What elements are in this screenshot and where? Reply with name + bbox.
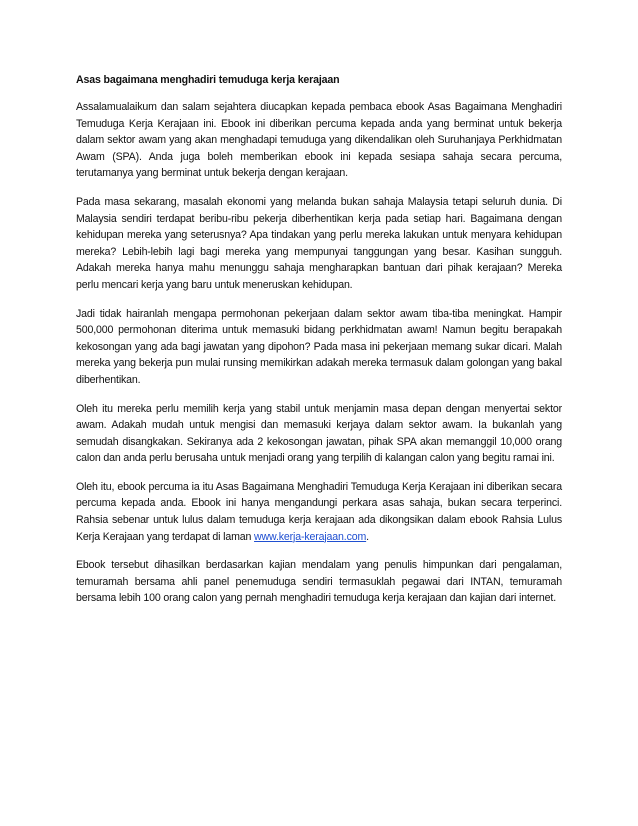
- paragraph-applications: Jadi tidak hairanlah mengapa permohonan pekerjaan dalam sektor awam tiba-tiba meningkat. Hampir 500,000 permohonan diterima untuk memasuki bidang perkhidmatan awam! Namun begitu berapakah kekosongan yang ada bagi jawatan yang dipohon? Pada masa ini pekerjaan memang sukar dicari. Malah mereka yang bekerja pun mulai runsing memikirkan adakah mereka termasuk dalam golongan yang bakal diberhentikan.: [76, 307, 562, 386]
- paragraph-intro: Assalamualaikum dan salam sejahtera diucapkan kepada pembaca ebook Asas Bagaimana Menghadiri Temuduga Kerja Kerajaan ini. Ebook ini diberikan percuma kepada anda yang berminat untuk bekerja dalam sektor awam yang akan menghadapi temuduga yang dikendalikan oleh Suruhanjaya Perkhidmatan Awam (SPA). Anda juga boleh memberikan ebook ini kepada sesiapa sahaja secara percuma, terutamanya yang berminat untuk bekerja dengan kerajaan.: [76, 101, 562, 180]
- paragraph-public-sector: Oleh itu mereka perlu memilih kerja yang stabil untuk menjamin masa depan dengan menyertai sektor awam. Adakah mudah untuk mengisi dan memasuki kerjaya dalam sektor awam. Ia bukanlah yang semudah disangkakan. Sekiranya ada 2 kekosongan jawatan, pihak SPA akan memanggil 10,000 orang calon dan anda perlu berusaha untuk menjadi orang yang terpilih di kalangan calon yang begitu ramai ini.: [76, 402, 562, 465]
- paragraph-research: Ebook tersebut dihasilkan berdasarkan kajian mendalam yang penulis himpunkan dari pengalaman, temuramah bersama ahli panel penemuduga sendiri termasuklah pegawai dari INTAN, temuramah bersama lebih 100 orang calon yang pernah menghadiri temuduga kerja kerajaan dan kajian dari internet.: [76, 559, 562, 605]
- website-link[interactable]: www.kerja-kerajaan.com: [254, 530, 367, 543]
- paragraph-ebook-offer: [76, 479, 562, 545]
- paragraph-ebook-offer-end: .: [366, 530, 369, 543]
- paragraph-ebook-offer-text: Oleh itu, ebook percuma ia itu Asas Bagaimana Menghadiri Temuduga Kerja Kerajaan ini diberikan secara percuma kepada anda. Ebook ini hanya mengandungi perkara asas sahaja, bukan secara terperinci. Rahsia sebenar untuk lulus dalam temuduga kerja kerajaan ada dikongsikan dalam ebook Rahsia Lulus Kerja Kerajaan yang terdapat di laman: [76, 480, 562, 543]
- document-title: Asas bagaimana menghadiri temuduga kerja kerajaan: [76, 74, 340, 86]
- paragraph-economy: Pada masa sekarang, masalah ekonomi yang melanda bukan sahaja Malaysia tetapi seluruh dunia. Di Malaysia sendiri terdapat beribu-ribu pekerja diberhentikan kerja pada setiap hari. Bagaimana dengan kehidupan mereka yang seterusnya? Apa tindakan yang perlu mereka lakukan untuk menyara kehidupan mereka? Lebih-lebih lagi bagi mereka yang mempunyai tanggungan yang besar. Kasihan sungguh. Adakah mereka hanya mahu menunggu sahaja mengharapkan bantuan dari pihak kerajaan? Mereka perlu mencari kerja yang baru untuk meneruskan kehidupan.: [76, 195, 562, 291]
- document-page: [76, 72, 562, 619]
